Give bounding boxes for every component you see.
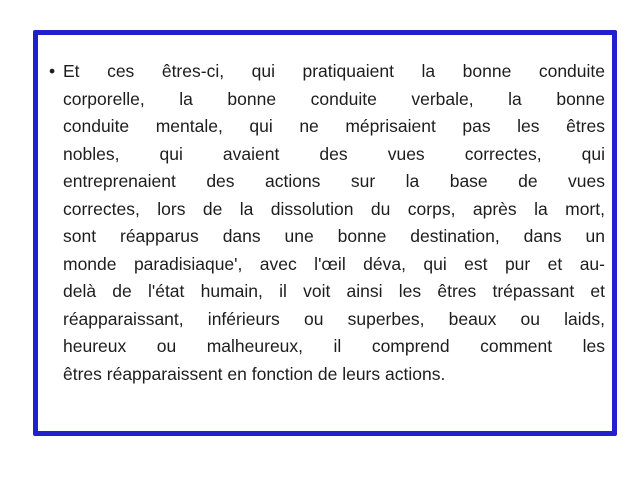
bullet-marker: • bbox=[49, 61, 56, 81]
text-box bbox=[33, 30, 617, 436]
bullet-text-line: entreprenaient des actions sur la base de vues bbox=[63, 171, 605, 191]
bullet-text-line: delà de l'état humain, il voit ainsi les êtres trépassant et bbox=[63, 281, 605, 301]
bullet-text-line: monde paradisiaque', avec l'œil déva, qui est pur et au- bbox=[63, 253, 605, 274]
bullet-text-line: sont réapparus dans une bonne destination, dans un bbox=[63, 226, 605, 246]
bullet-text-line: Et ces êtres-ci, qui pratiquaient la bonne conduite bbox=[63, 61, 605, 81]
bullet-text-line: heureux ou malheureux, il comprend comment les bbox=[63, 336, 605, 356]
bullet-text-line: correctes, lors de la dissolution du corps, après la mort, bbox=[63, 198, 605, 219]
bullet-text-line: réapparaissant, inférieurs ou superbes, beaux ou laids, bbox=[63, 308, 605, 329]
bullet-paragraph bbox=[63, 58, 605, 388]
bullet-text-line: conduite mentale, qui ne méprisaient pas les êtres bbox=[63, 116, 605, 136]
bullet-item bbox=[38, 35, 612, 388]
bullet-text-line: êtres réapparaissent en fonction de leurs actions. bbox=[63, 363, 446, 384]
bullet-text-line: nobles, qui avaient des vues correctes, qui bbox=[63, 143, 605, 164]
bullet-text-line: corporelle, la bonne conduite verbale, la bonne bbox=[63, 88, 605, 109]
